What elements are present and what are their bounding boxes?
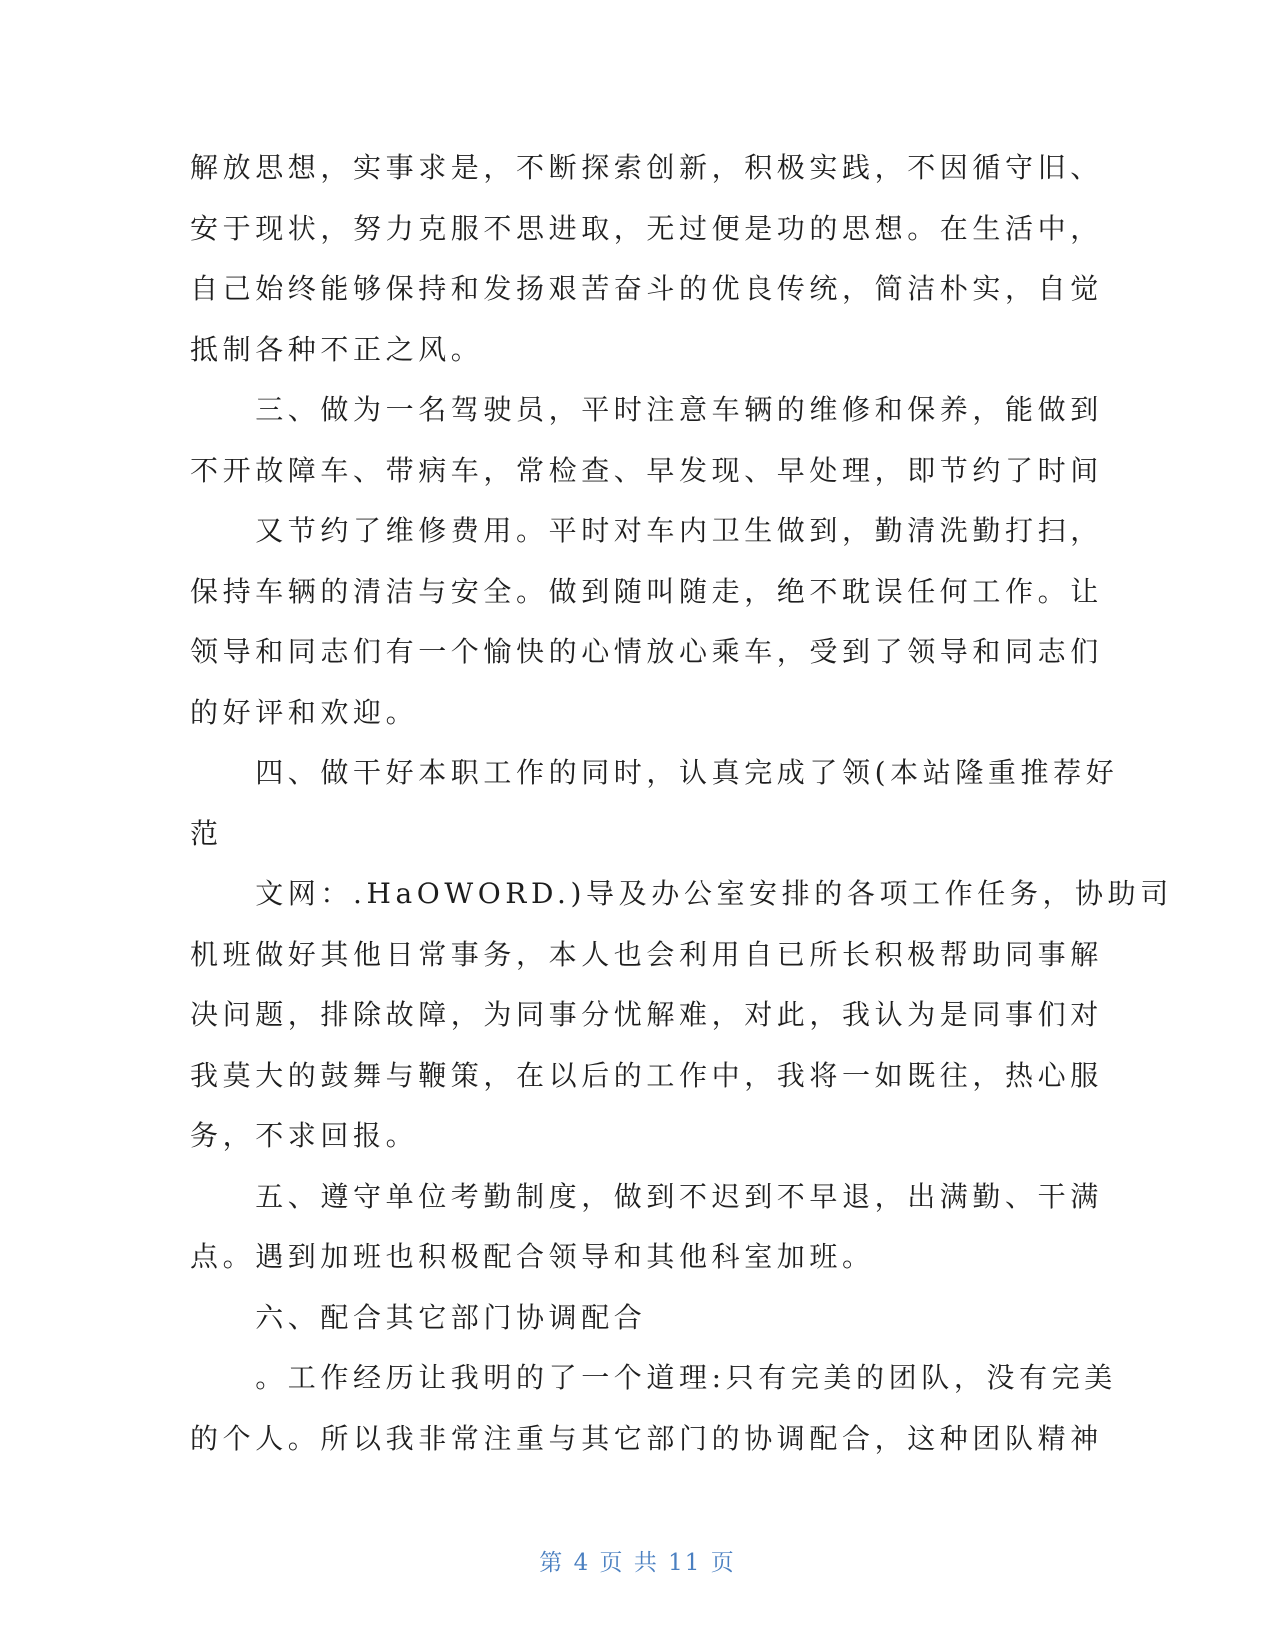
text-line: 五、遵守单位考勤制度，做到不迟到不早退，出满勤、干满 xyxy=(190,1179,1103,1213)
text-line: 抵制各种不正之风。 xyxy=(190,332,484,366)
text-line: 。工作经历让我明的了一个道理:只有完美的团队，没有完美 xyxy=(190,1361,1117,1394)
text-line: 领导和同志们有一个愉快的心情放心乘车，受到了领导和同志们 xyxy=(190,635,1103,668)
text-line: 机班做好其他日常事务，本人也会利用自已所长积极帮助同事解 xyxy=(190,937,1103,971)
text-line: 文网：.HaOWORD.)导及办公室安排的各项工作任务，协助司 xyxy=(190,877,1173,910)
text-line: 安于现状，努力克服不思进取，无过便是功的思想。在生活中， xyxy=(190,211,1103,245)
text-line: 的好评和欢迎。 xyxy=(190,695,419,729)
text-line: 自己始终能够保持和发扬艰苦奋斗的优良传统，简洁朴实，自觉 xyxy=(190,272,1103,305)
text-line: 又节约了维修费用。平时对车内卫生做到，勤清洗勤打扫， xyxy=(190,514,1103,547)
text-line: 六、配合其它部门协调配合 xyxy=(190,1300,647,1334)
document-body xyxy=(190,138,1173,1469)
text-line: 的个人。所以我非常注重与其它部门的协调配合，这种团队精神 xyxy=(190,1421,1103,1455)
text-line: 三、做为一名驾驶员，平时注意车辆的维修和保养，能做到 xyxy=(190,393,1103,426)
text-line: 不开故障车、带病车，常检查、早发现、早处理，即节约了时间 xyxy=(190,453,1103,487)
text-line: 决问题，排除故障，为同事分忧解难，对此，我认为是同事们对 xyxy=(190,998,1103,1031)
text-line: 务，不求回报。 xyxy=(190,1119,419,1152)
text-line: 范 xyxy=(190,816,223,850)
text-line: 保持车辆的清洁与安全。做到随叫随走，绝不耽误任何工作。让 xyxy=(190,574,1103,608)
page-number-footer: 第 4 页 共 11 页 xyxy=(539,1550,736,1576)
text-line: 我莫大的鼓舞与鞭策，在以后的工作中，我将一如既往，热心服 xyxy=(190,1058,1103,1092)
text-line: 点。遇到加班也积极配合领导和其他科室加班。 xyxy=(190,1240,875,1273)
text-line: 四、做干好本职工作的同时，认真完成了领(本站隆重推荐好 xyxy=(190,756,1119,789)
text-line: 解放思想，实事求是，不断探索创新，积极实践，不因循守旧、 xyxy=(190,151,1103,184)
